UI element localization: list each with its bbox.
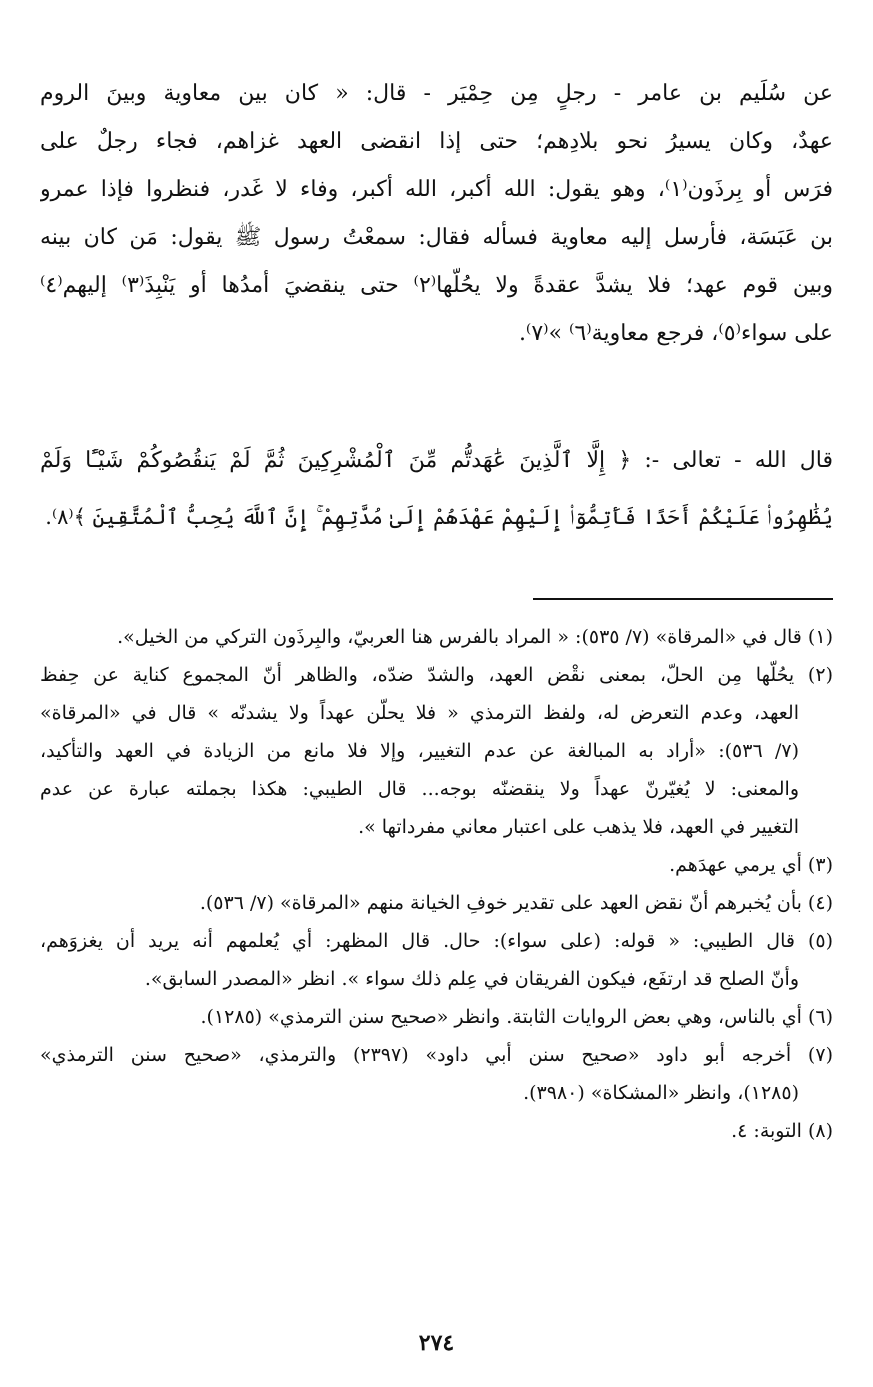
- verse-line: قال الله - تعالى -: ﴿ إِلَّا ٱلَّذِينَ عَٰهَدتُّم مِّنَ ٱلْمُشْرِكِينَ ثُمَّ لَمْ يَنقُصُوكُمْ شَيْـًٔا وَلَمْ: [40, 448, 833, 473]
- main-text-line: عهدٌ، وكان يسيرُ نحو بلادِهم؛ حتى إذا انقضى العهد غزاهم، فجاء رجلٌ على: [40, 129, 833, 154]
- footnote-line: (٣) أي يرمي عهدَهم.: [669, 854, 833, 876]
- footnote-line: (٨) التوبة: ٤.: [731, 1120, 833, 1142]
- page-number: ٢٧٤: [418, 1330, 455, 1356]
- footnote-line: (١) قال في «المرقاة» (٧/ ٥٣٥): « المراد بالفرس هنا العربيّ، والبِرذَون التركي من الخيل».: [117, 626, 833, 648]
- footnote-line: (١٢٨٥)، وانظر «المشكاة» (٣٩٨٠).: [523, 1082, 799, 1104]
- main-body-text: [40, 70, 833, 358]
- main-text-line: بن عَبَسَة، فأرسل إليه معاوية فسأله فقال: سمعْتُ رسول ﷺ يقول: مَن كان بينه: [40, 225, 833, 250]
- footnote-line: وأنّ الصلح قد ارتفَع، فيكون الفريقان في عِلم ذلك سواء ». انظر «المصدر السابق».: [144, 968, 799, 990]
- footnote-line: (٧) أخرجه أبو داود «صحيح سنن أبي داود» (٢٣٩٧) والترمذي، «صحيح سنن الترمذي»: [40, 1044, 833, 1066]
- main-text-line: على سواء⁽٥⁾، فرجع معاوية⁽٦⁾ »⁽٧⁾.: [518, 321, 833, 346]
- footnote-line: (٦) أي بالناس، وهي بعض الروايات الثابتة. وانظر «صحيح سنن الترمذي» (١٢٨٥).: [200, 1006, 833, 1028]
- footnote-line: والمعنى: لا يُغيّرنّ عهداً ولا ينقضنّه بوجه... قال الطيبي: هكذا بجملته عبارة عن عدم: [40, 778, 799, 800]
- footnote-line: العهد، وعدم التعرض له، ولفظ الترمذي « فلا يحلّن عهداً ولا يشدنّه » قال في «المرقاة»: [40, 702, 799, 724]
- footnote-line: التغيير في العهد، فلا يذهب على اعتبار معاني مفرداتها ».: [358, 816, 799, 838]
- verse-line: يُظَٰهِرُوا۟ عَلَيْكُمْ أَحَدًا فَأَتِمُّوٓا۟ إِلَيْهِمْ عَهْدَهُمْ إِلَىٰ مُدَّتِهِمْ ۚ إِنَّ ٱللَّهَ يُحِبُّ ٱلْمُتَّقِينَ ﴾⁽٨⁾.: [45, 505, 833, 529]
- footnote-line: (٧/ ٥٣٦): «أراد به المبالغة عن عدم التغيير، وإلا فلا مانع من الزيادة في العهد والتأكيد،: [40, 740, 799, 762]
- footnote-line: (٢) يحُلّها مِن الحلّ، بمعنى نقْض العهد، والشدّ ضدّه، والظاهر أنّ المجموع كناية عن حِفظ: [40, 664, 833, 686]
- quran-verse-block: [40, 433, 833, 545]
- main-text-line: عن سُلَيم بن عامر - رجلٍ مِن حِمْيَر - قال: « كان بين معاوية وبينَ الروم: [40, 81, 833, 106]
- footnotes-section: [40, 618, 833, 1150]
- footnote-divider: [533, 598, 833, 600]
- footnote-line: (٤) بأن يُخبرهم أنّ نقض العهد على تقدير خوفِ الخيانة منهم «المرقاة» (٧/ ٥٣٦).: [199, 892, 833, 914]
- footnote-line: (٥) قال الطيبي: « قوله: (على سواء): حال. قال المظهر: أي يُعلمهم أنه يريد أن يغزوَهم،: [40, 930, 833, 952]
- main-text-line: فرَس أو بِرذَون⁽١⁾، وهو يقول: الله أكبر، الله أكبر، وفاء لا غَدر، فنظروا فإذا عمرو: [40, 177, 833, 202]
- main-text-line: وبين قوم عهد؛ فلا يشدَّ عقدةً ولا يحُلّها⁽٢⁾ حتى ينقضيَ أمدُها أو يَنْبِذَ⁽٣⁾ إليهم⁽٤⁾: [40, 273, 833, 298]
